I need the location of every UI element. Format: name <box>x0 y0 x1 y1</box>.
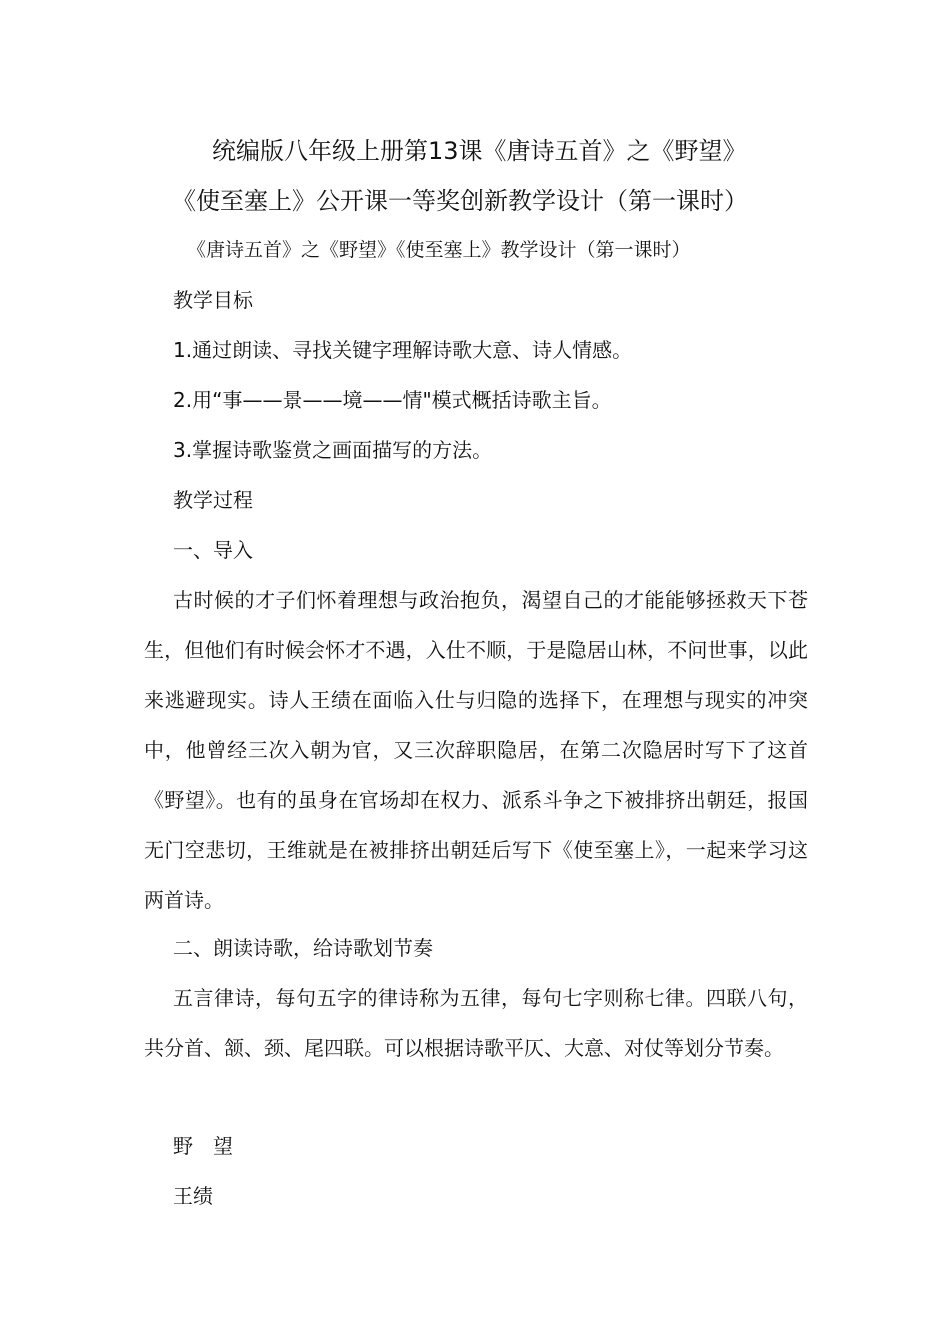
section-1-heading: 一、导入 <box>173 538 253 562</box>
document-title-line-2: 《使至塞上》公开课一等奖创新教学设计（第一课时） <box>172 187 748 215</box>
process-heading: 教学过程 <box>173 488 253 512</box>
section-1-paragraph: 古时候的才子们怀着理想与政治抱负，渴望自己的才能能够拯救天下苍生，但他们有时候会怀才不遇，入仕不顺，于是隐居山林，不问世事，以此来逃避现实。诗人王绩在面临入仕与归隐的选择下，在理想与现实的冲突中，他曾经三次入朝为官，又三次辞职隐居，在第二次隐居时写下了这首《野望》。也有的虽身在官场却在权力、派系斗争之下被排挤出朝廷，报国无门空悲切，王维就是在被排挤出朝廷后写下《使至塞上》，一起来学习这两首诗。 <box>144 588 808 912</box>
section-2-heading: 二、朗读诗歌，给诗歌划节奏 <box>173 936 433 960</box>
document-subtitle: 《唐诗五首》之《野望》《使至塞上》教学设计（第一课时） <box>187 239 691 261</box>
poem-title: 野 望 <box>173 1134 233 1158</box>
goals-heading: 教学目标 <box>173 288 253 312</box>
poem-author: 王绩 <box>173 1184 213 1208</box>
goal-item-2: 2.用“事——景——境——情"模式概括诗歌主旨。 <box>173 388 612 412</box>
goal-item-1: 1.通过朗读、寻找关键字理解诗歌大意、诗人情感。 <box>173 338 633 362</box>
document-title-line-1: 统编版八年级上册第13课《唐诗五首》之《野望》 <box>212 137 747 165</box>
goal-item-3: 3.掌握诗歌鉴赏之画面描写的方法。 <box>173 438 493 462</box>
section-2-paragraph: 五言律诗，每句五字的律诗称为五律，每句七字则称七律。四联八句，共分首、颔、颈、尾四联。可以根据诗歌平仄、大意、对仗等划分节奏。 <box>144 986 808 1060</box>
